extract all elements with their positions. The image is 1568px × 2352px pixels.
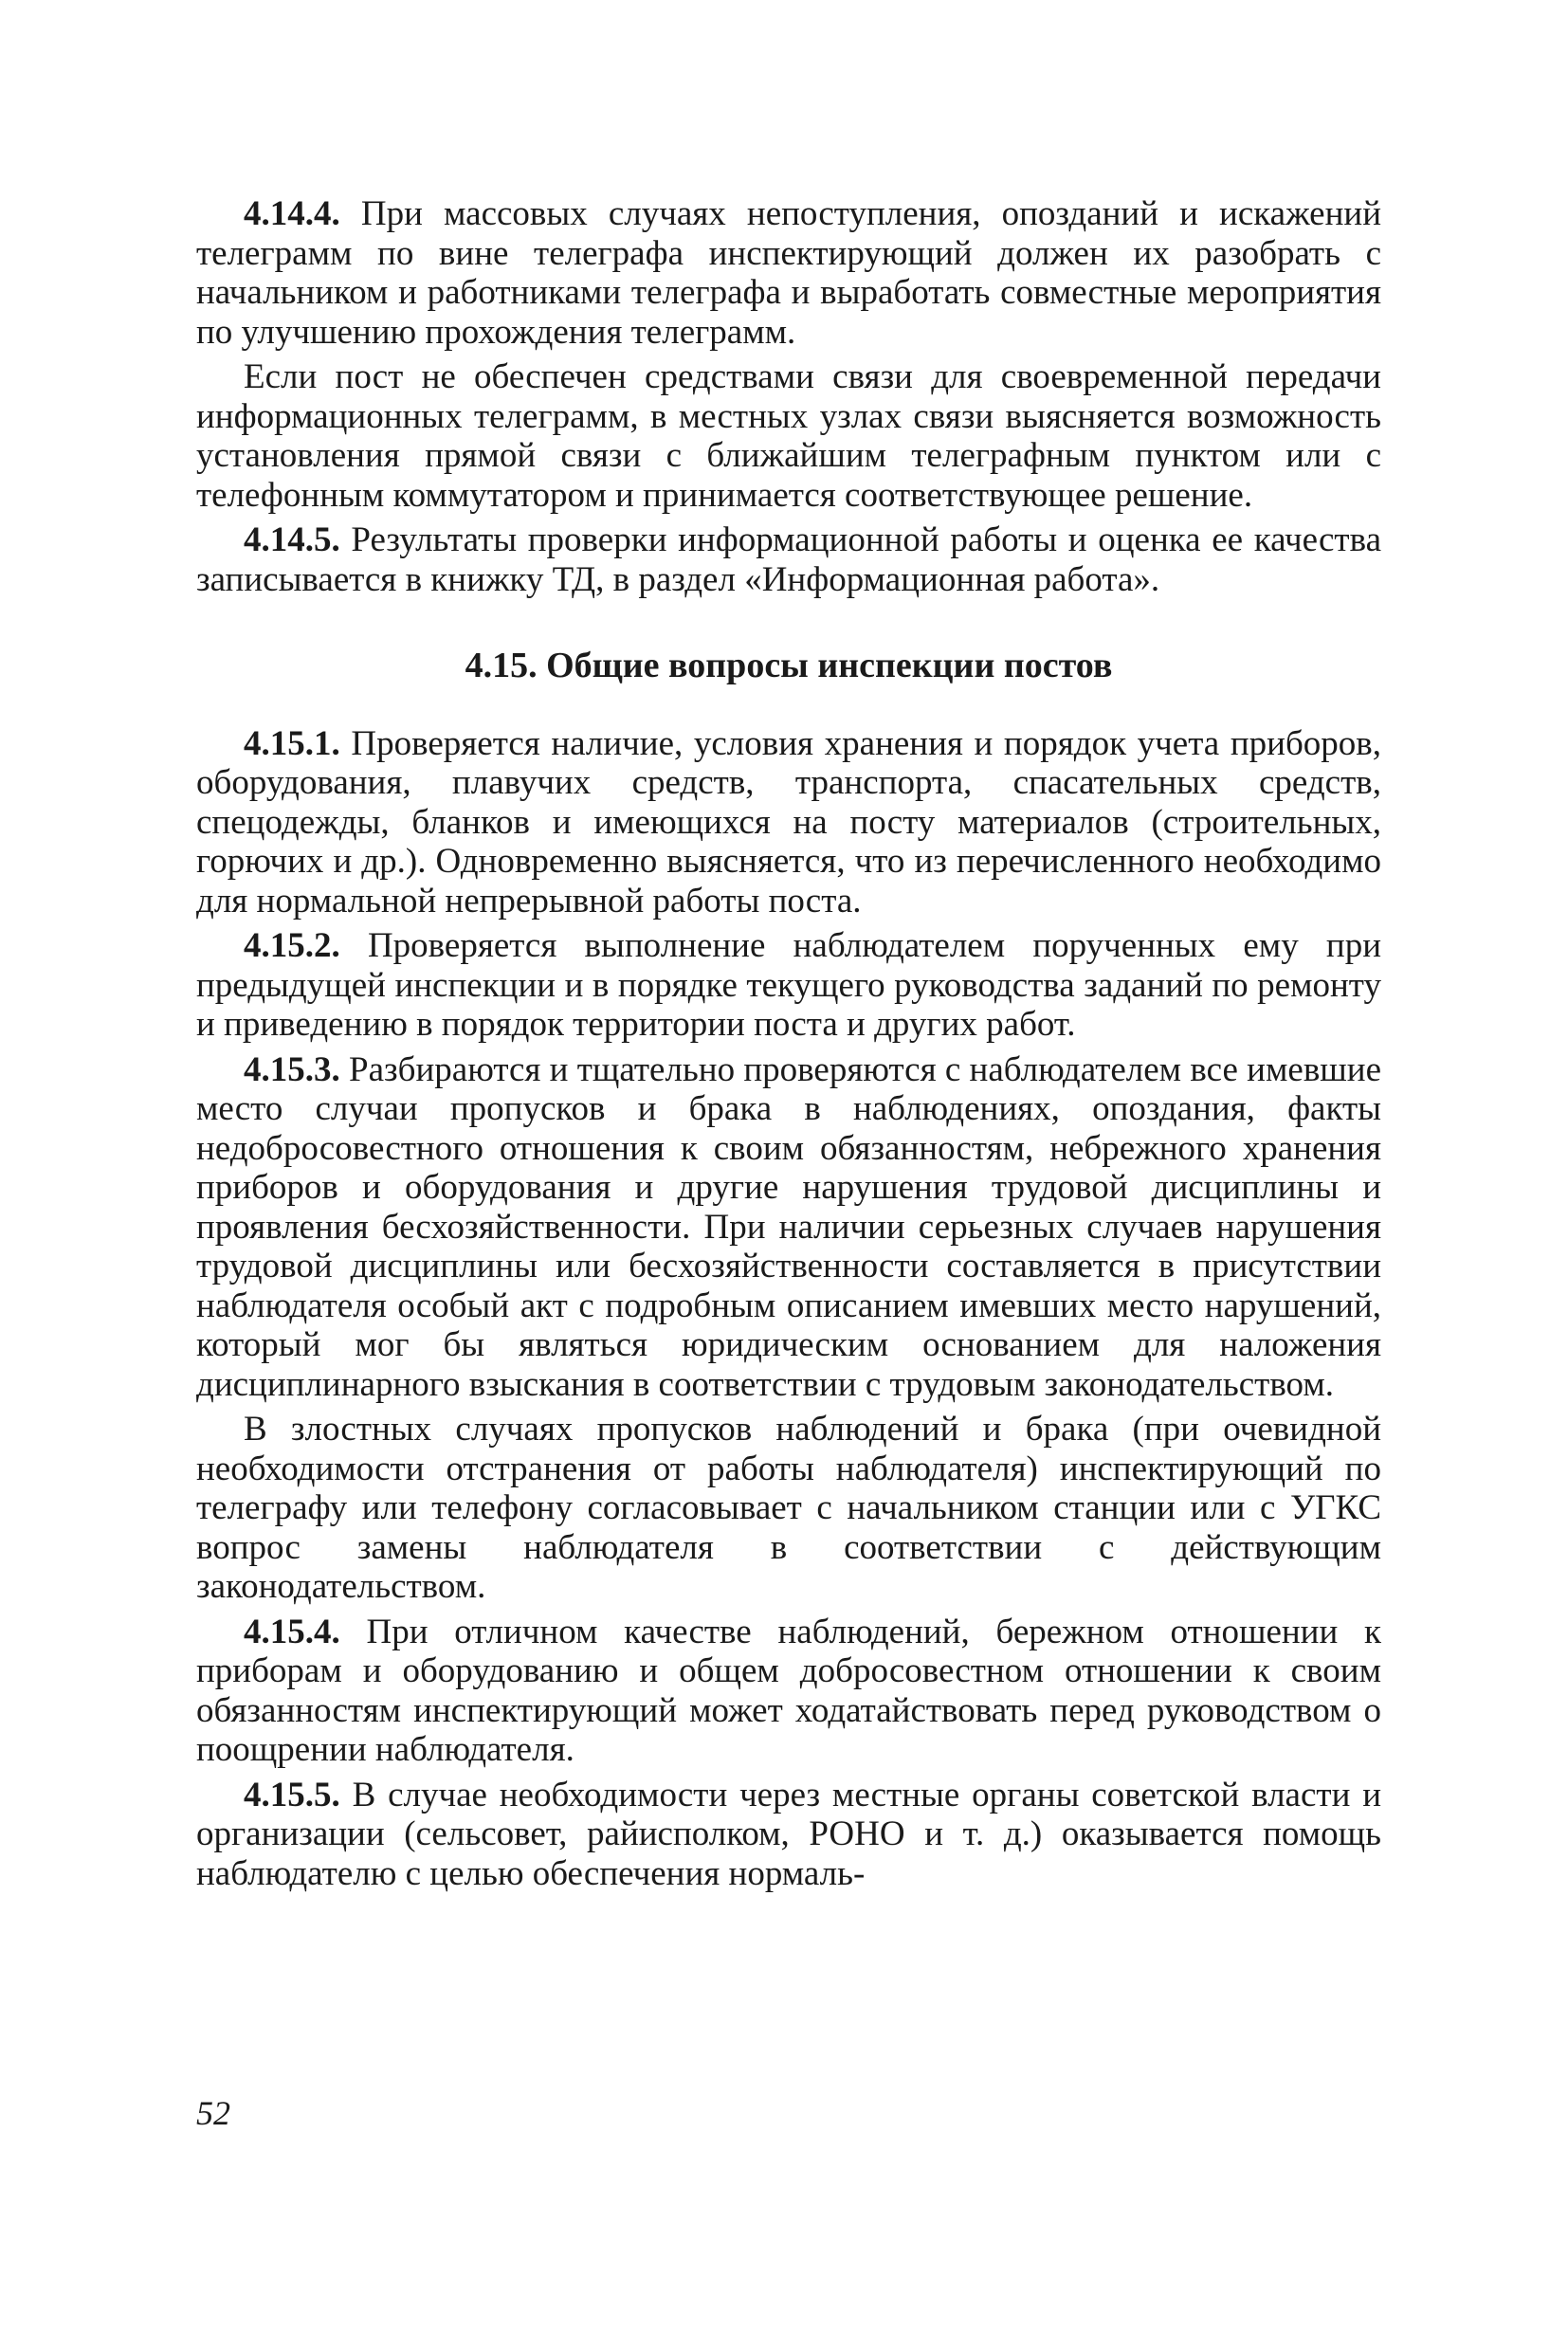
page-content: [196, 194, 1381, 1893]
paragraph-4-15-2: [196, 926, 1381, 1045]
paragraph-4-15-4: [196, 1613, 1381, 1770]
clause-number: 4.14.5.: [244, 520, 340, 559]
paragraph-4-14-5: [196, 520, 1381, 599]
paragraph-text: Проверяется выполнение наблюдателем порученных ему при предыдущей инспекции и в порядке текущего руководства заданий по ремонту и приведению в порядок территории поста и других работ.: [196, 926, 1381, 1044]
paragraph-4-14-4-cont: [196, 357, 1381, 515]
clause-number: 4.15.1.: [244, 723, 340, 763]
clause-number: 4.15.2.: [244, 926, 340, 965]
paragraph-text: При массовых случаях непоступления, опозданий и искажений телеграмм по вине телеграфа инспектирующий должен их разобрать с начальником и работниками телеграфа и выработать совместные мероприятия по улучшению прохождения телеграмм.: [196, 194, 1381, 352]
paragraph-text: В злостных случаях пропусков наблюдений и брака (при очевидной необходимости отстранения от работы наблюдателя) инспектирующий по телеграфу или телефону согласовывает с начальником станции или с УГКС вопрос замены наблюдателя в соответствии с действующим законодательством.: [196, 1410, 1381, 1606]
paragraph-text: Результаты проверки информационной работы и оценка ее качества записывается в книжку ТД, в раздел «Информационная работа».: [196, 520, 1381, 599]
paragraph-text: Если пост не обеспечен средствами связи для своевременной передачи информационных телеграмм, в местных узлах связи выясняется возможность установления прямой связи с ближайшим телеграфным пунктом или с телефонным коммутатором и принимается соответствующее решение.: [196, 357, 1381, 515]
clause-number: 4.14.4.: [244, 194, 340, 233]
clause-number: 4.15.3.: [244, 1049, 340, 1089]
page-number: 52: [196, 2094, 230, 2132]
clause-number: 4.15.5.: [244, 1775, 340, 1814]
clause-number: 4.15.4.: [244, 1612, 340, 1651]
paragraph-4-15-3-cont: [196, 1410, 1381, 1607]
section-heading-4-15: 4.15. Общие вопросы инспекции постов: [465, 646, 1113, 685]
paragraph-text: При отличном качестве наблюдений, бережном отношении к приборам и оборудованию и общем добросовестном отношении к своим обязанностям инспектирующий может ходатайствовать перед руководством о поощрении наблюдателя.: [196, 1612, 1381, 1769]
paragraph-text: Разбираются и тщательно проверяются с наблюдателем все имевшие место случаи пропусков и брака в наблюдениях, опоздания, факты недобросовестного отношения к своим обязанностям, небрежного хранения приборов и оборудования и другие нарушения трудовой дисциплины и проявления бесхозяйственности. При наличии серьезных случаев нарушения трудовой дисциплины или бесхозяйственности составляется в присутствии наблюдателя особый акт с подробным описанием имевших место нарушений, который мог бы являться юридическим основанием для наложения дисциплинарного взыскания в соответствии с трудовым законодательством.: [196, 1049, 1382, 1404]
paragraph-4-14-4: [196, 194, 1381, 352]
paragraph-text: Проверяется наличие, условия хранения и порядок учета приборов, оборудования, плавучих средств, транспорта, спасательных средств, спецодежды, бланков и имеющихся на посту материалов (строительных, горючих и др.). Одновременно выясняется, что из перечисленного необходимо для нормальной непрерывной работы поста.: [196, 723, 1381, 921]
paragraph-4-15-1: [196, 724, 1381, 921]
paragraph-4-15-3: [196, 1050, 1381, 1405]
paragraph-4-15-5: [196, 1776, 1381, 1894]
paragraph-text: В случае необходимости через местные органы советской власти и организации (сельсовет, райисполком, РОНО и т. д.) оказывается помощь наблюдателю с целью обеспечения нормаль-: [196, 1775, 1381, 1893]
